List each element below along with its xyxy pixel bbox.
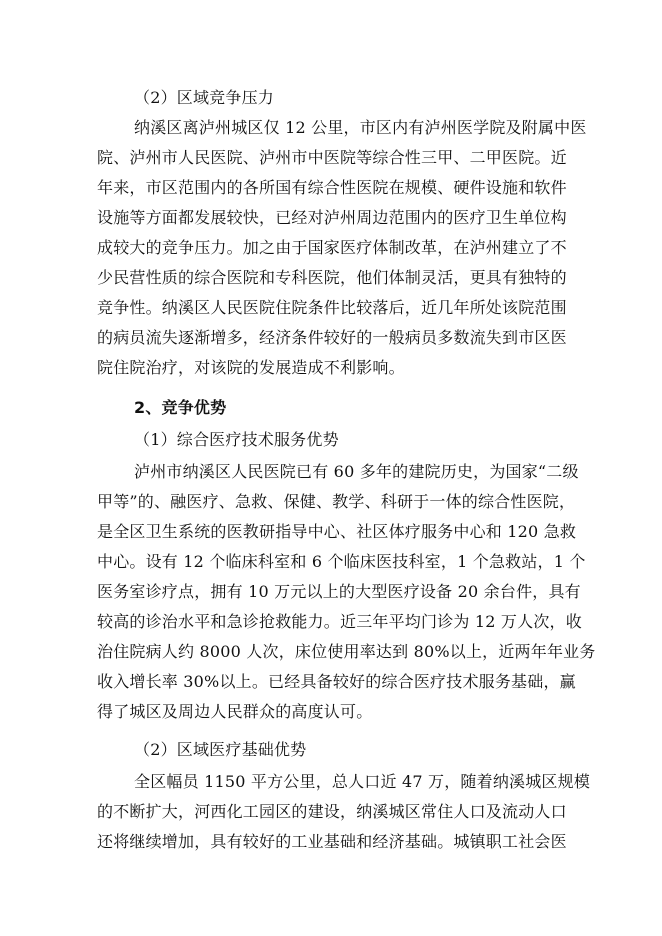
paragraph-line: 较高的诊治水平和急诊抢救能力。近三年平均门诊为 12 万人次，收: [97, 612, 582, 631]
paragraph-line: 甲等”的、融医疗、急救、保健、教学、科研于一体的综合性医院，: [97, 492, 576, 511]
section-heading-bold: 2、竞争优势: [134, 398, 227, 417]
paragraph-line: 医务室诊疗点，拥有 10 万元以上的大型医疗设备 20 余台件，具有: [97, 582, 581, 601]
paragraph-line: 还将继续增加，具有较好的工业基础和经济基础。城镇职工社会医: [97, 832, 567, 851]
paragraph-line: 得了城区及周边人民群众的高度认可。: [97, 702, 373, 721]
paragraph-line: 的病员流失逐渐增多，经济条件较好的一般病员多数流失到市区医: [97, 328, 567, 347]
paragraph-line: 是全区卫生系统的医教研指导中心、社区体疗服务中心和 120 急救: [97, 522, 577, 541]
paragraph-line: 成较大的竞争压力。加之由于国家医疗体制改革，在泸州建立了不: [97, 238, 567, 257]
paragraph-line: 治住院病人约 8000 人次，床位使用率达到 80%以上，近两年年业务: [97, 642, 596, 661]
paragraph-line: 泸州市纳溪区人民医院已有 60 多年的建院历史，为国家“二级: [134, 462, 579, 481]
paragraph-line: 院住院治疗，对该院的发展造成不利影响。: [97, 358, 405, 377]
paragraph-line: 少民营性质的综合医院和专科医院，他们体制灵活，更具有独特的: [97, 268, 567, 287]
paragraph-line: 的不断扩大，河西化工园区的建设，纳溪城区常住人口及流动人口: [97, 802, 567, 821]
paragraph-line: 院、泸州市人民医院、泸州市中医院等综合性三甲、二甲医院。近: [97, 148, 567, 167]
paragraph-line: 设施等方面都发展较快，已经对泸州周边范围内的医疗卫生单位构: [97, 208, 567, 227]
section-heading: （2）区域竞争压力: [134, 88, 274, 107]
subsection-heading: （2）区域医疗基础优势: [134, 740, 307, 759]
paragraph-line: 纳溪区离泸州城区仅 12 公里，市区内有泸州医学院及附属中医: [134, 118, 587, 137]
paragraph-line: 收入增长率 30%以上。已经具备较好的综合医疗技术服务基础，赢: [97, 672, 576, 691]
paragraph-line: 全区幅员 1150 平方公里，总人口近 47 万，随着纳溪城区规模: [134, 772, 591, 791]
subsection-heading: （1）综合医疗技术服务优势: [134, 430, 339, 449]
paragraph-line: 中心。设有 12 个临床科室和 6 个临床医技科室，1 个急救站，1 个: [97, 552, 586, 571]
paragraph-line: 竞争性。纳溪区人民医院住院条件比较落后，近几年所处该院范围: [97, 298, 567, 317]
paragraph-line: 年来，市区范围内的各所国有综合性医院在规模、硬件设施和软件: [97, 178, 567, 197]
